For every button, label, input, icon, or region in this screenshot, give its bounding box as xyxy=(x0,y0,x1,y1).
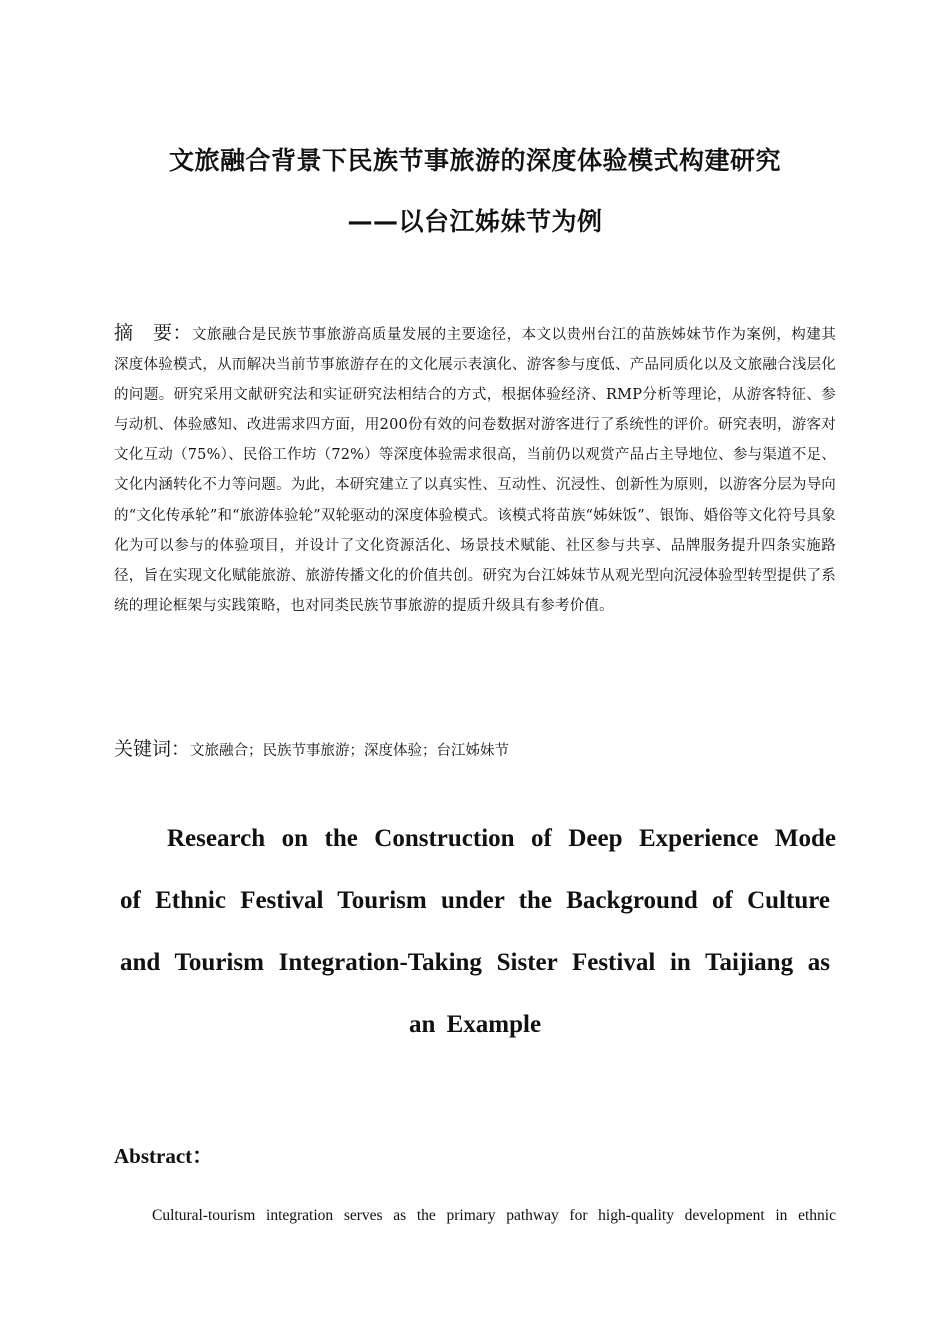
english-abstract-label: Abstract： xyxy=(114,1144,214,1168)
english-title-line-1: Research on the Construction of Deep Experience Mode xyxy=(167,825,836,852)
chinese-title-line-2: ——以台江姊妹节为例 xyxy=(347,207,603,236)
english-title-line-2: of Ethnic Festival Tourism under the Background of Culture xyxy=(120,887,830,914)
chinese-abstract-label: 摘 要： xyxy=(114,322,192,344)
chinese-abstract-text: 文旅融合是民族节事旅游高质量发展的主要途径，本文以贵州台江的苗族姊妹节作为案例，构建其深度体验模式，从而解决当前节事旅游存在的文化展示表演化、游客参与度低、产品同质化以及文旅融合浅层化的问题。研究采用文献研究法和实证研究法相结合的方式，根据体验经济、RMP分析等理论，从游客特征、参与动机、体验感知、改进需求四方面，用200份有效的问卷数据对游客进行了系统性的评价。研究表明，游客对文化互动（75%）、民俗工作坊（72%）等深度体验需求很高，当前仍以观赏产品占主导地位、参与渠道不足、文化内涵转化不力等问题。为此，本研究建立了以真实性、互动性、沉浸性、创新性为原则，以游客分层为导向的“文化传承轮”和“旅游体验轮”双轮驱动的深度体验模式。该模式将苗族“姊妹饭”、银饰、婚俗等文化符号具象化为可以参与的体验项目，并设计了文化资源活化、场景技术赋能、社区参与共享、品牌服务提升四条实施路径，旨在实现文化赋能旅游、旅游传播文化的价值共创。研究为台江姊妹节从观光型向沉浸体验型转型提供了系统的理论框架与实践策略，也对同类民族节事旅游的提质升级具有参考价值。 xyxy=(114,327,836,614)
keywords-text: 文旅融合；民族节事旅游；深度体验；台江姊妹节 xyxy=(190,743,510,759)
chinese-abstract xyxy=(114,318,836,621)
keywords xyxy=(114,734,836,766)
english-title-line-3: and Tourism Integration-Taking Sister Festival in Taijiang as xyxy=(120,949,830,976)
keywords-label: 关键词： xyxy=(114,738,191,760)
chinese-title-line-1: 文旅融合背景下民族节事旅游的深度体验模式构建研究 xyxy=(168,146,781,175)
english-abstract-text: Cultural-tourism integration serves as the primary pathway for high-quality development in ethnic xyxy=(152,1207,836,1224)
english-title-line-4: an Example xyxy=(408,1011,542,1038)
